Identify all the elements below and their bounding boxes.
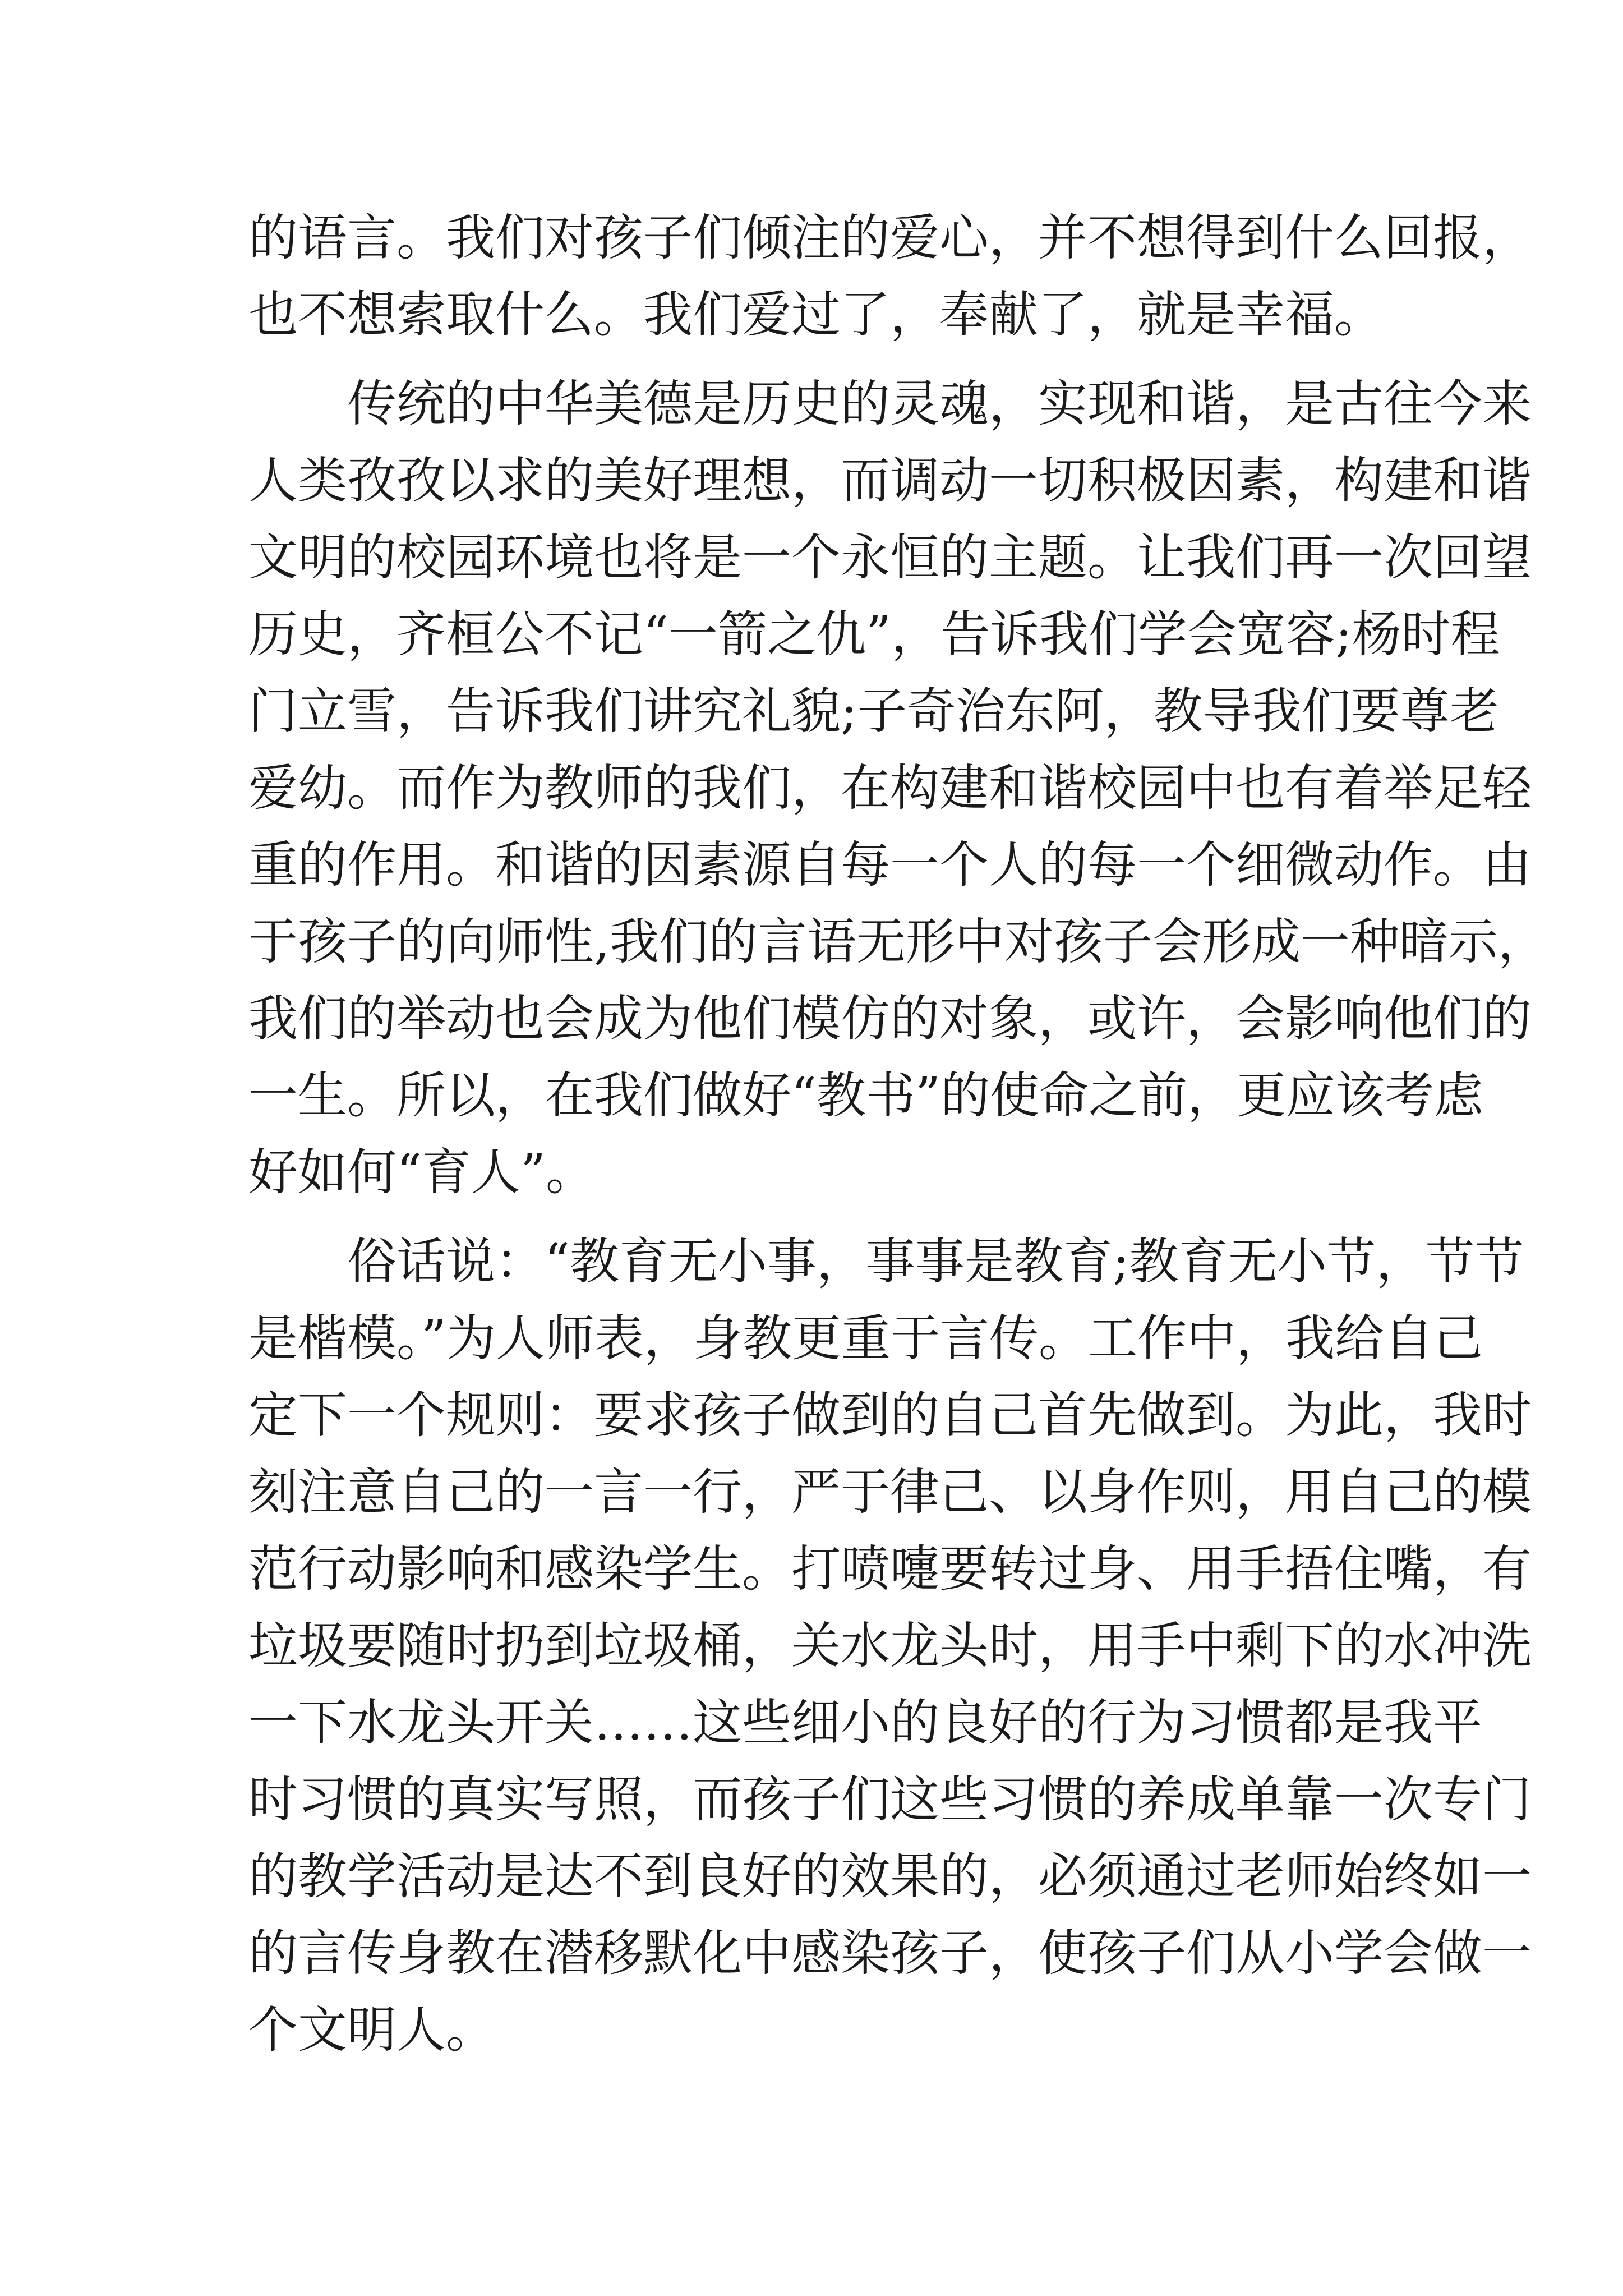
text-line: 好如何“育人”。 — [248, 1143, 595, 1201]
text-line: 的教学活动是达不到良好的效果的，必须通过老师始终如一 — [248, 1847, 1532, 1905]
text-line: 一生。所以，在我们做好“教书”的使命之前，更应该考虑 — [248, 1066, 1483, 1124]
text-line: 文明的校园环境也将是一个永恒的主题。让我们再一次回望 — [248, 528, 1532, 586]
text-line: 时习惯的真实写照，而孩子们这些习惯的养成单靠一次专门 — [248, 1770, 1532, 1828]
paragraph-gap — [248, 1211, 1393, 1223]
text-line: 俗话说：“教育无小事，事事是教育;教育无小节，节节 — [347, 1232, 1524, 1290]
text-line: 历史，齐桓公不记“一箭之仇”，告诉我们学会宽容;杨时程 — [248, 605, 1500, 663]
text-line: 重的作用。和谐的因素源自每一个人的每一个细微动作。由 — [248, 836, 1532, 894]
text-line: 我们的举动也会成为他们模仿的对象，或许，会影响他们的 — [248, 990, 1532, 1047]
text-line: 垃圾要随时扔到垃圾桶，关水龙头时，用手中剩下的水冲洗 — [248, 1617, 1532, 1674]
text-line: 爱幼。而作为教师的我们，在构建和谐校园中也有着举足轻 — [248, 759, 1532, 817]
text-line: 定下一个规则：要求孩子做到的自己首先做到。为此，我时 — [248, 1386, 1532, 1444]
text-line: 门立雪，告诉我们讲究礼貌;子奇治东阿，教导我们要尊老 — [248, 682, 1499, 740]
text-line: 的语言。我们对孩子们倾注的爱心，并不想得到什么回报， — [248, 209, 1532, 266]
text-line: 一下水龙头开关……这些细小的良好的行为习惯都是我平 — [248, 1694, 1483, 1751]
text-line: 个文明人。 — [248, 2001, 496, 2059]
text-line: 于孩子的向师性,我们的言语无形中对孩子会形成一种暗示， — [248, 913, 1547, 970]
text-line: 人类孜孜以求的美好理想，而调动一切积极因素，构建和谐 — [248, 452, 1532, 509]
body-text — [248, 199, 1547, 2068]
text-line: 刻注意自己的一言一行，严于律己、以身作则，用自己的模 — [248, 1463, 1532, 1521]
text-line: 范行动影响和感染学生。打喷嚏要转过身、用手捂住嘴，有 — [248, 1540, 1532, 1598]
text-line: 传统的中华美德是历史的灵魂，实现和谐，是古往今来 — [347, 375, 1532, 432]
paragraph-gap — [248, 353, 1393, 365]
text-line: 的言传身教在潜移默化中感染孩子，使孩子们从小学会做一 — [248, 1924, 1532, 1982]
text-line: 是楷模。”为人师表，身教更重于言传。工作中，我给自己 — [248, 1309, 1483, 1367]
text-line: 也不想索取什么。我们爱过了，奉献了，就是幸福。 — [248, 286, 1384, 343]
